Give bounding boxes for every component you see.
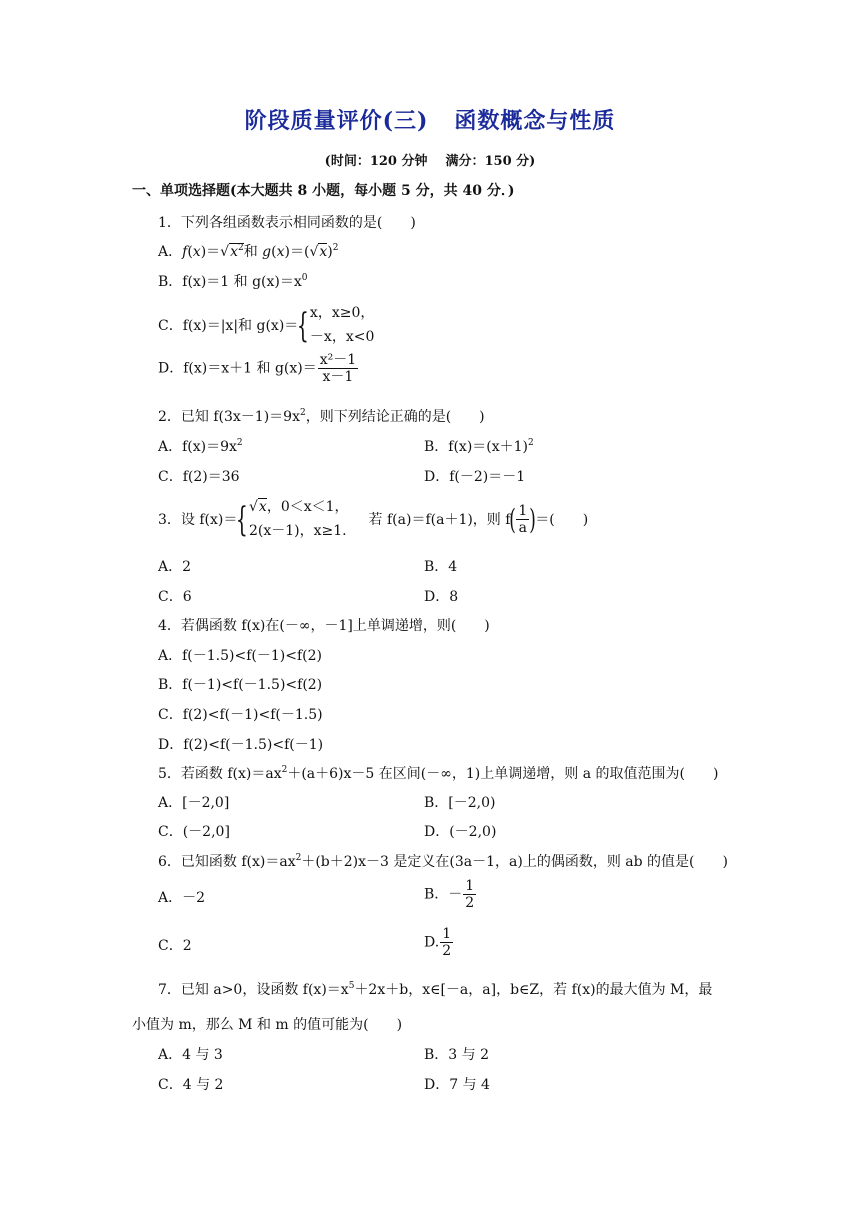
question-4-option-b: B．f(－1)<f(－1.5)<f(2) bbox=[158, 677, 323, 693]
question-6-stem: 6．已知函数 $f(x)=ax^2+(b+2)x-3$ 是定义在(3a－1，a)上的偶函数，则 ab 的值是( ) bbox=[158, 853, 728, 870]
question-7-option-d: D．7 与 4 bbox=[424, 1077, 490, 1093]
question-4-option-a: A．f(－1.5)<f(－1)<f(2) bbox=[158, 648, 322, 664]
question-1-option-b: B．f(x)＝1 和 $g(x)=x^0$ bbox=[158, 273, 308, 290]
section-heading: 一、单项选择题(本大题共 8 小题，每小题 5 分，共 40 分．) bbox=[132, 183, 515, 199]
question-4-stem: 4．若偶函数 f(x)在(－∞，－1]上单调递增，则( ) bbox=[158, 618, 490, 634]
question-4-option-d: D．f(2)<f(－1.5)<f(－1) bbox=[158, 737, 324, 753]
time-limit: (时间：120 分钟 bbox=[324, 154, 428, 169]
question-7-option-a: A．4 与 3 bbox=[158, 1047, 223, 1063]
question-6-option-d: D. $\frac{1}{2}$ bbox=[424, 926, 452, 960]
page-title bbox=[0, 104, 860, 135]
question-5-option-b: B．[－2,0) bbox=[424, 795, 496, 811]
question-3-option-c: C．6 bbox=[158, 589, 192, 605]
question-5-option-c: C．(－2,0] bbox=[158, 824, 230, 840]
question-6-option-c: C．2 bbox=[158, 938, 192, 954]
exam-meta bbox=[0, 150, 860, 169]
full-score: 满分：150 分) bbox=[445, 154, 536, 169]
question-2-option-a: A．$f(x)=9x^2$ bbox=[158, 438, 243, 455]
question-7-stem-line1: 7．已知 a>0，设函数 $f(x)=x^5+2x+b$，x∈[－a，a]，b∈Z，若 f(x)的最大值为 M，最 bbox=[158, 981, 713, 998]
question-3-option-d: D．8 bbox=[424, 589, 459, 605]
question-7-option-b: B．3 与 2 bbox=[424, 1047, 490, 1063]
question-2-option-c: C．f(2)＝36 bbox=[158, 469, 240, 485]
question-2-option-d: D．f(－2)＝－1 bbox=[424, 469, 526, 485]
question-7-option-c: C．4 与 2 bbox=[158, 1077, 224, 1093]
question-7-stem-line2: 小值为 m，那么 M 和 m 的值可能为( ) bbox=[132, 1017, 403, 1033]
question-2-stem: 2．已知 $f(3x-1)=9x^2$，则下列结论正确的是( ) bbox=[158, 408, 485, 425]
question-3-stem: 3．设 f(x)＝{ √x，0＜x＜1， 2(x－1)，x≥1. 若 f(a)＝f(a＋1)，则 f( $\frac{1}{a}$ )＝( ) bbox=[158, 499, 589, 540]
question-1-option-c: C．f(x)＝|x|和 g(x)＝{ x，x≥0， －x，x<0 bbox=[158, 305, 375, 346]
question-1-option-d: D．f(x)＝x＋1 和 g(x)＝ $\frac{\text{x²－1}}{x-1}$ bbox=[158, 352, 357, 386]
question-3-option-b: B．4 bbox=[424, 559, 458, 575]
question-6-option-b: B．－ $\frac{1}{2}$ bbox=[424, 878, 475, 912]
question-4-option-c: C．f(2)<f(－1)<f(－1.5) bbox=[158, 707, 323, 723]
title-right: 函数概念与性质 bbox=[454, 108, 616, 134]
question-5-option-d: D．(－2,0) bbox=[424, 824, 497, 840]
question-5-option-a: A．[－2,0] bbox=[158, 795, 230, 811]
question-6-option-a: A．－2 bbox=[158, 890, 206, 906]
question-3-option-a: A．2 bbox=[158, 559, 192, 575]
question-5-stem: 5．若函数 $f(x)=ax^2+(a+6)x-5$ 在区间(－∞，1)上单调递增，则 a 的取值范围为( ) bbox=[158, 765, 719, 782]
question-1-stem: 1．下列各组函数表示相同函数的是( ) bbox=[158, 215, 416, 231]
question-1-option-a: A．$f(x)=√x^2$和 $g(x)=(√x)^2$ bbox=[158, 243, 339, 260]
question-2-option-b: B．$f(x)=(x+1)^2$ bbox=[424, 438, 534, 455]
title-left: 阶段质量评价(三) bbox=[244, 108, 429, 134]
